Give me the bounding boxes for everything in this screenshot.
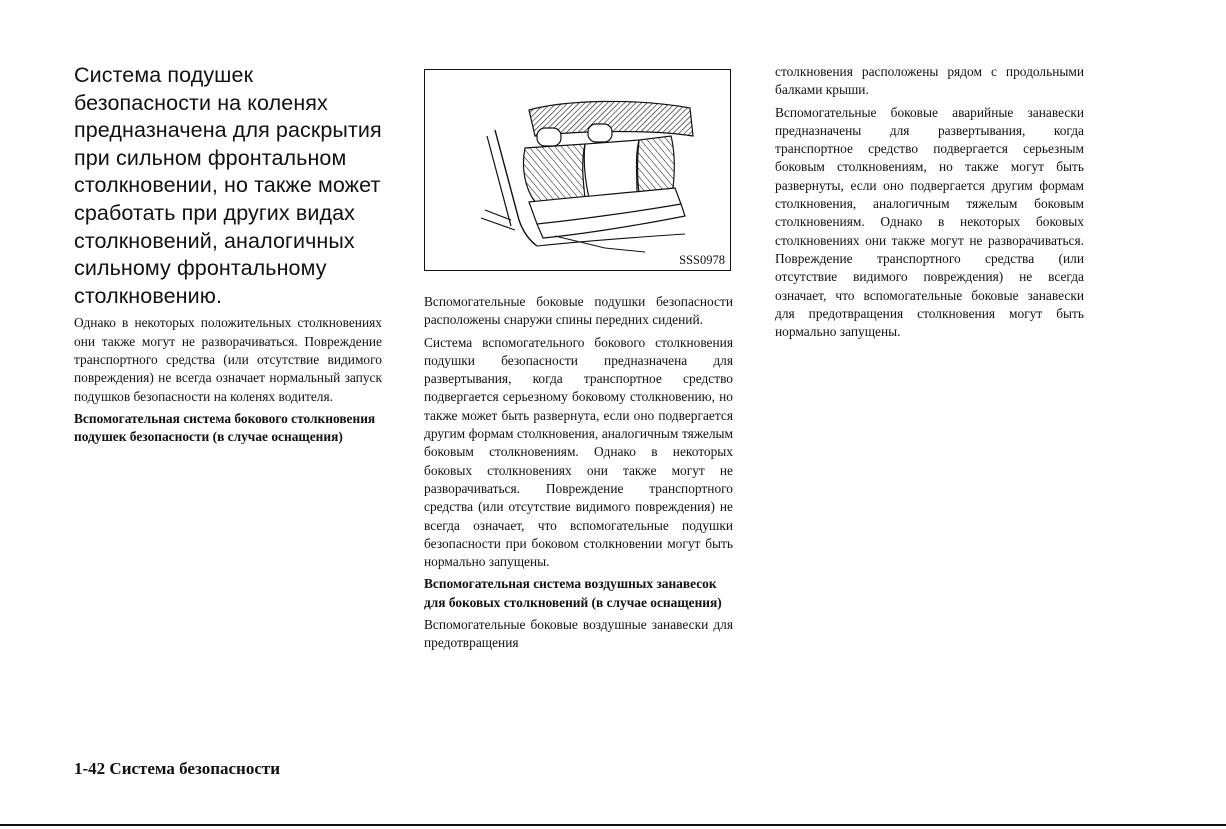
column-right bbox=[775, 63, 1084, 345]
paragraph-side-airbag-location: Вспомогательные боковые подушки безопасности расположены снаружи спины передних сидений. bbox=[424, 294, 733, 328]
section-heading-curtain-airbags: Вспомогательная система воздушных занавесок для боковых столкновений (в случае оснащения) bbox=[424, 576, 722, 610]
paragraph-knee-airbag-note: Однако в некоторых положительных столкновениях они также могут не разворачиваться. Повреждение транспортного средства (или отсутствие видимого повреждения) не всегда означает нормальный запуск подушков безопасности на коленях водителя. bbox=[74, 315, 382, 404]
paragraph-curtain-deployment: Вспомогательные боковые аварийные занавески предназначены для развертывания, когда транспортное средство подвергается серьезным боковым столкновениям, но также могут быть развернуты, если оно подвергается другим формам столкновения, аналогичным тяжелым боковым столкновениям. Однако в некоторых боковых столкновениях они также могут не разворачиваться. Повреждение транспортного средства (или отсутствие видимого повреждения) не всегда означает, что вспомогательные боковые занавески для предотвращения столкновения могут быть нормально запущены. bbox=[775, 104, 1084, 340]
bottom-divider bbox=[0, 824, 1226, 826]
page-footer: 1-42 Система безопасности bbox=[74, 759, 281, 778]
column-left bbox=[74, 62, 382, 450]
paragraph-side-airbag-deployment: Система вспомогательного бокового столкновения подушки безопасности предназначена для развертывания, когда транспортное средство подвергается серьезному боковому столкновению, но также может быть развернута, если оно подвергается другим формам столкновения, аналогичным тяжелым боковым столкновениям. Однако в некоторых боковых столкновениях они также могут не разворачиваться. Повреждение транспортного средства (или отсутствие видимого повреждения) не всегда означает, что вспомогательные подушки безопасности при боковом столкновении могут быть нормально запущены. bbox=[424, 334, 733, 570]
figure-code: SSS0978 bbox=[679, 253, 725, 267]
section-heading-side-airbags: Вспомогательная система бокового столкновения подушек безопасности (в случае оснащения) bbox=[74, 410, 376, 445]
column-middle bbox=[424, 69, 733, 657]
lead-statement: Система подушек безопасности на коленях предназначена для раскрытия при сильном фронтальном столкновении, но также может сработать при других видах столкновений, аналогичных сильному фронтальному столкновению. bbox=[74, 63, 382, 308]
figure-side-airbag bbox=[424, 69, 731, 271]
side-airbag-seat-illustration-icon bbox=[425, 70, 730, 270]
paragraph-curtain-intro: Вспомогательные боковые воздушные занавески для предотвращения bbox=[424, 617, 733, 651]
paragraph-curtain-location: столкновения расположены рядом с продольными балками крыши. bbox=[775, 64, 1084, 98]
